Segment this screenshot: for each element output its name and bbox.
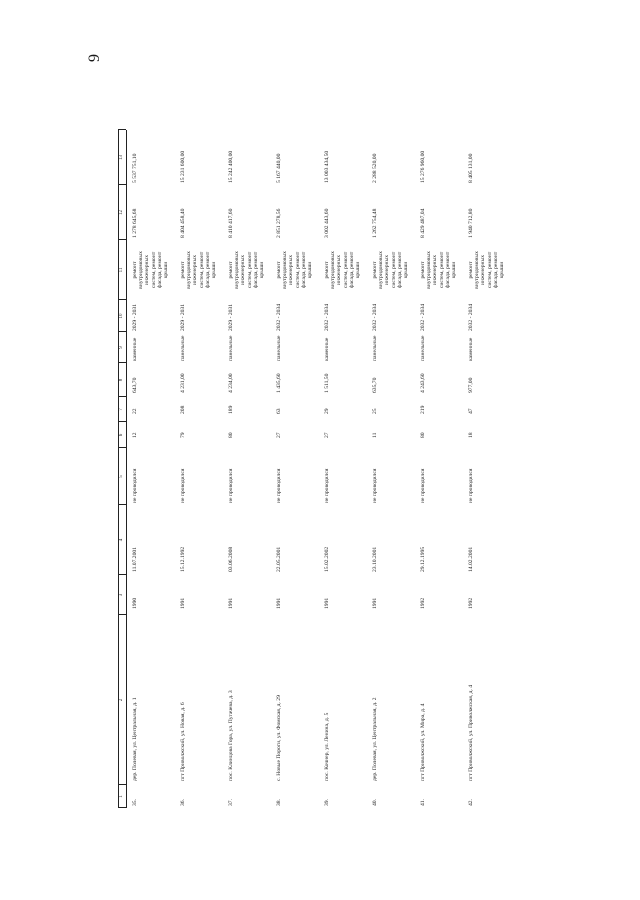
cell-num: 42. <box>468 799 474 806</box>
cell-overhaul: не проводился <box>132 468 138 503</box>
column-header-number: 11 <box>119 267 124 273</box>
cell-year: 1991 <box>180 597 186 609</box>
cell-area: 1 435,60 <box>276 373 282 393</box>
column-header-number: 9 <box>119 346 124 349</box>
cell-total: 15 231 600,00 <box>180 150 186 183</box>
cell-cost1: 1 262 754,48 <box>372 208 378 238</box>
cell-works: ремонт внутридомовых инженерных систем, ремонт фасада, ремонт крыши <box>132 251 170 289</box>
cell-floors: 27 <box>276 432 282 438</box>
column-header-number: 10 <box>119 313 124 319</box>
cell-floors: 79 <box>180 432 186 438</box>
cell-address: пгт Приволжский, ул. Мира, д. 4 <box>420 703 426 781</box>
cell-floors: 11 <box>372 432 378 438</box>
housing-register-table <box>118 0 518 900</box>
cell-priv-date: 14.02.2001 <box>468 546 474 572</box>
cell-floors: 80 <box>228 432 234 438</box>
cell-total: 15 276 960,00 <box>420 150 426 183</box>
cell-period: 2032 - 2034 <box>324 303 330 331</box>
cell-num: 37. <box>228 799 234 806</box>
cell-works: ремонт внутридомовых инженерных систем, ремонт фасада, ремонт крыши <box>324 251 362 289</box>
cell-overhaul: не проводился <box>276 468 282 503</box>
cell-num: 35. <box>132 799 138 806</box>
cell-residents: 189 <box>228 405 234 414</box>
cell-residents: 208 <box>180 405 186 414</box>
cell-year: 1992 <box>420 597 426 609</box>
cell-residents: 47 <box>468 408 474 414</box>
cell-overhaul: не проводился <box>420 468 426 503</box>
cell-residents: 22 <box>132 408 138 414</box>
cell-period: 2032 - 2034 <box>372 303 378 331</box>
column-header-number: 12 <box>119 210 124 215</box>
cell-works: ремонт внутридомовых инженерных систем, ремонт фасада, ремонт крыши <box>372 251 410 289</box>
cell-area: 4 234,00 <box>228 373 234 393</box>
cell-year: 1991 <box>372 597 378 609</box>
cell-walls: каменные <box>468 337 474 361</box>
cell-overhaul: не проводился <box>372 468 378 503</box>
cell-period: 2032 - 2034 <box>468 303 474 331</box>
header-bottom-rule <box>126 130 127 808</box>
cell-total: 8 405 131,00 <box>468 153 474 183</box>
cell-total: 5 167 440,00 <box>276 153 282 183</box>
cell-works: ремонт внутридомовых инженерных систем, ремонт фасада, ремонт крыши <box>468 251 506 289</box>
cell-area: 4 231,00 <box>180 373 186 393</box>
column-header-number: 5 <box>119 475 124 478</box>
column-header-number: 1 <box>119 795 124 798</box>
cell-area: 1 511,50 <box>324 373 330 393</box>
cell-walls: панельные <box>420 335 426 361</box>
cell-priv-date: 29.12.1995 <box>420 546 426 572</box>
cell-year: 1992 <box>468 597 474 609</box>
cell-cost1: 1 278 645,68 <box>132 208 138 238</box>
cell-year: 1990 <box>132 597 138 609</box>
page-number: 9 <box>86 54 103 62</box>
cell-works: ремонт внутридомовых инженерных систем, ремонт фасада, ремонт крыши <box>276 251 314 289</box>
cell-cost1: 8 429 487,04 <box>420 208 426 238</box>
cell-total: 15 242 400,00 <box>228 150 234 183</box>
cell-cost1: 2 851 278,56 <box>276 208 282 238</box>
cell-year: 1991 <box>276 597 282 609</box>
cell-num: 41. <box>420 799 426 806</box>
column-header-number: 4 <box>119 538 124 542</box>
cell-priv-date: 15.12.1992 <box>180 546 186 572</box>
cell-address: пос. Клинцова Гора, ул. Пугачева, д. 3 <box>228 690 234 781</box>
cell-cost1: 3 002 443,60 <box>324 208 330 238</box>
cell-period: 2032 - 2034 <box>420 303 426 331</box>
cell-area: 4 243,60 <box>420 373 426 393</box>
cell-total: 5 537 751,10 <box>132 153 138 183</box>
cell-walls: каменные <box>132 337 138 361</box>
cell-residents: 25 <box>372 408 378 414</box>
cell-address: дер. Полевая, ул. Центральная, д. 2 <box>372 697 378 781</box>
cell-total: 13 003 434,50 <box>324 150 330 183</box>
cell-priv-date: 22.05.2001 <box>276 546 282 572</box>
cell-priv-date: 23.10.2001 <box>372 546 378 572</box>
cell-address: пгт Приволжский, ул. Приволжская, д. 4 <box>468 684 474 781</box>
cell-works: ремонт внутридомовых инженерных систем, ремонт фасада, ремонт крыши <box>180 251 218 289</box>
cell-walls: панельные <box>228 335 234 361</box>
cell-num: 40. <box>372 799 378 806</box>
cell-works: ремонт внутридомовых инженерных систем, ремонт фасада, ремонт крыши <box>228 251 266 289</box>
column-header-number: 2 <box>119 698 124 702</box>
cell-overhaul: не проводился <box>228 468 234 503</box>
cell-area: 635,70 <box>372 377 378 393</box>
cell-walls: панельные <box>372 335 378 361</box>
cell-floors: 12 <box>132 432 138 438</box>
cell-cost1: 8 404 458,40 <box>180 208 186 238</box>
cell-walls: панельные <box>180 335 186 361</box>
cell-overhaul: не проводился <box>180 468 186 503</box>
column-header-number: 3 <box>119 593 124 597</box>
cell-period: 2029 - 2031 <box>228 303 234 331</box>
cell-address: пгт Приволжский, ул. Новая, д. 6 <box>180 702 186 781</box>
cell-overhaul: не проводился <box>324 468 330 503</box>
column-header-number: 7 <box>119 408 124 411</box>
cell-residents: 63 <box>276 408 282 414</box>
cell-year: 1991 <box>228 597 234 609</box>
cell-num: 36. <box>180 799 186 806</box>
column-header-number: 8 <box>119 378 124 382</box>
cell-floors: 18 <box>468 432 474 438</box>
cell-cost1: 1 940 712,80 <box>468 208 474 238</box>
cell-residents: 29 <box>324 408 330 414</box>
cell-period: 2032 - 2034 <box>276 303 282 331</box>
cell-floors: 80 <box>420 432 426 438</box>
cell-total: 2 288 520,00 <box>372 153 378 183</box>
cell-cost1: 8 410 417,60 <box>228 208 234 238</box>
cell-priv-date: 03.06.2008 <box>228 546 234 572</box>
cell-period: 2029 - 2031 <box>132 303 138 331</box>
cell-num: 38. <box>276 799 282 806</box>
cell-walls: каменные <box>324 337 330 361</box>
cell-year: 1991 <box>324 597 330 609</box>
cell-priv-date: 11.07.2001 <box>132 547 138 572</box>
cell-period: 2029 - 2031 <box>180 303 186 331</box>
cell-address: с. Новые Пороги, ул. Фомская, д. 29 <box>276 695 282 781</box>
cell-residents: 219 <box>420 405 426 414</box>
cell-walls: панельные <box>276 335 282 361</box>
cell-num: 39. <box>324 799 330 806</box>
cell-address: дер. Полевая, ул. Центральная, д. 1 <box>132 697 138 781</box>
column-header-number: 6 <box>119 433 124 437</box>
cell-priv-date: 15.02.2002 <box>324 546 330 572</box>
column-header-number: 13 <box>119 155 124 160</box>
cell-area: 977,00 <box>468 377 474 393</box>
cell-overhaul: не проводился <box>468 468 474 503</box>
cell-area: 643,70 <box>132 377 138 393</box>
cell-works: ремонт внутридомовых инженерных систем, ремонт фасада, ремонт крыши <box>420 251 458 289</box>
cell-address: пос. Кочнер, ул. Ленина, д. 5 <box>324 712 330 781</box>
cell-floors: 27 <box>324 432 330 438</box>
